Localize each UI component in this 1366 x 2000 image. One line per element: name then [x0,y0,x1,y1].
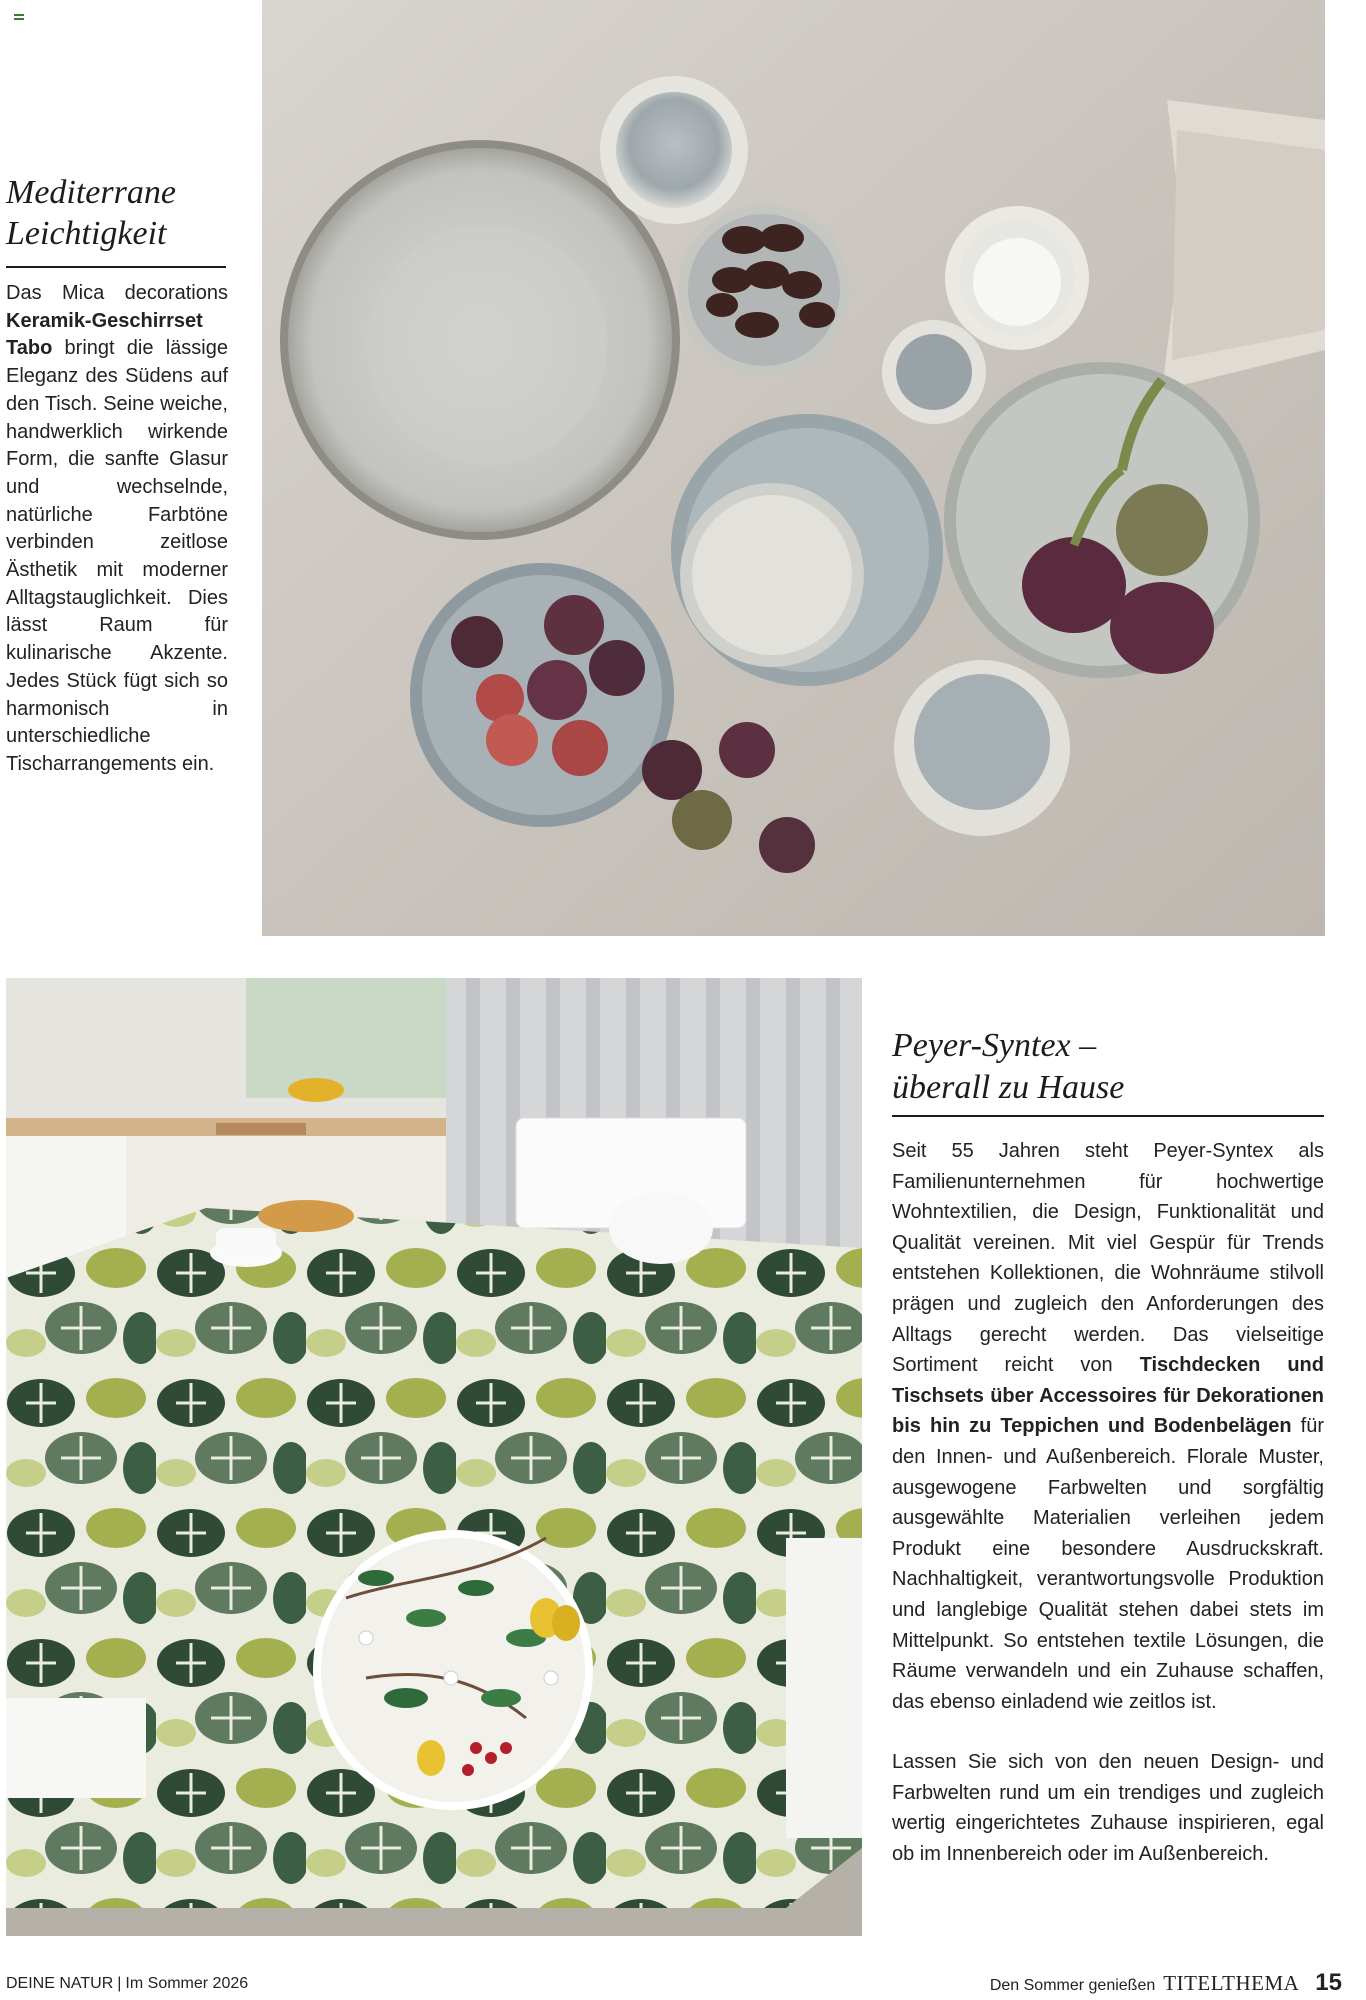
tableware-photo [262,0,1325,936]
tableware-body-run: Keramik-Geschirrset Tabo [6,309,203,360]
peyer-heading-line2: überall zu Hause [892,1069,1125,1106]
tableware-heading [6,172,231,254]
peyer-heading-line1: Peyer-Syntex – [892,1027,1097,1064]
page-number: 15 [1315,1969,1342,1996]
footer-topic: TITELTHEMA [1163,1971,1300,1995]
footer-separator: | [117,1975,122,1992]
tableware-heading-rule [6,266,226,268]
footer-magazine-name: DEINE NATUR [6,1975,114,1992]
peyer-paragraph-1 [892,1136,1324,1717]
peyer-body-text [892,1136,1324,1900]
peyer-paragraph-1-run: für den Innen- und Außenbereich. Florale Muster, ausgewogene Farbwelten und sorgfältig ausgewählte Materialien verleihen jedem Produkt eine besondere Ausdruckskraft. Nachhaltigkeit, verantwortungsvolle Produktion und langlebige Qualität stehen dabei stets im Mittelpunkt. So entstehen textile Lösungen, die Räume verwandeln und ein Zuhause schaffen, das ebenso einladend wie zeitlos ist. [892,1415,1324,1713]
tableware-heading-line2: Leichtigkeit [6,215,167,252]
peyer-paragraph-1-run: Seit 55 Jahren steht Peyer-Syntex als Familienunternehmen für hochwertige Wohntextilien, die Design, Funktionalität und Qualität vereinen. Mit viel Gespür für Trends entstehen Kollektionen, die Wohnräume stilvoll prägen und zugleich den Anforderungen des Alltags gerecht werden. Das vielseitige Sortiment reicht von [892,1140,1324,1377]
footer-section-info [990,1969,1342,1997]
tableware-body-run: Das Mica decorations [6,282,228,304]
tableware-body-text [6,280,228,779]
peyer-paragraph-2: Lassen Sie sich von den neuen Design- und Farbwelten rund um ein trendiges und zugleich wertig eingerichtetes Zuhause inspirieren, egal ob im Innenbereich oder im Außenbereich. [892,1751,1324,1866]
tableware-body-run: bringt die lässige Eleganz des Südens auf den Tisch. Seine weiche, handwerklich wirkende Form, die sanfte Glasur und wechselnde, natürliche Farbtöne verbinden zeitlose Ästhetik mit moderner Alltagstauglichkeit. Dies lässt Raum für kulinarische Akzente. Jedes Stück fügt sich so harmonisch in unterschiedliche Tischarrangements ein. [6,337,228,775]
footer-section-name: Den Sommer genießen [989,1977,1156,1994]
peyer-heading-rule [892,1115,1324,1117]
peyer-heading [892,1025,1332,1109]
tablecloth-photo [6,978,862,1936]
footer-issue: Im Sommer 2026 [125,1975,249,1992]
peyer-paragraph-1-run: Tischdecken und Tischsets über Accessoires für Dekorationen bis hin zu Teppichen und Bodenbelägen [892,1354,1324,1438]
footer-magazine-info [6,1975,248,1993]
tableware-heading-line1: Mediterrane [6,174,176,211]
corner-logo-mark [14,14,24,22]
